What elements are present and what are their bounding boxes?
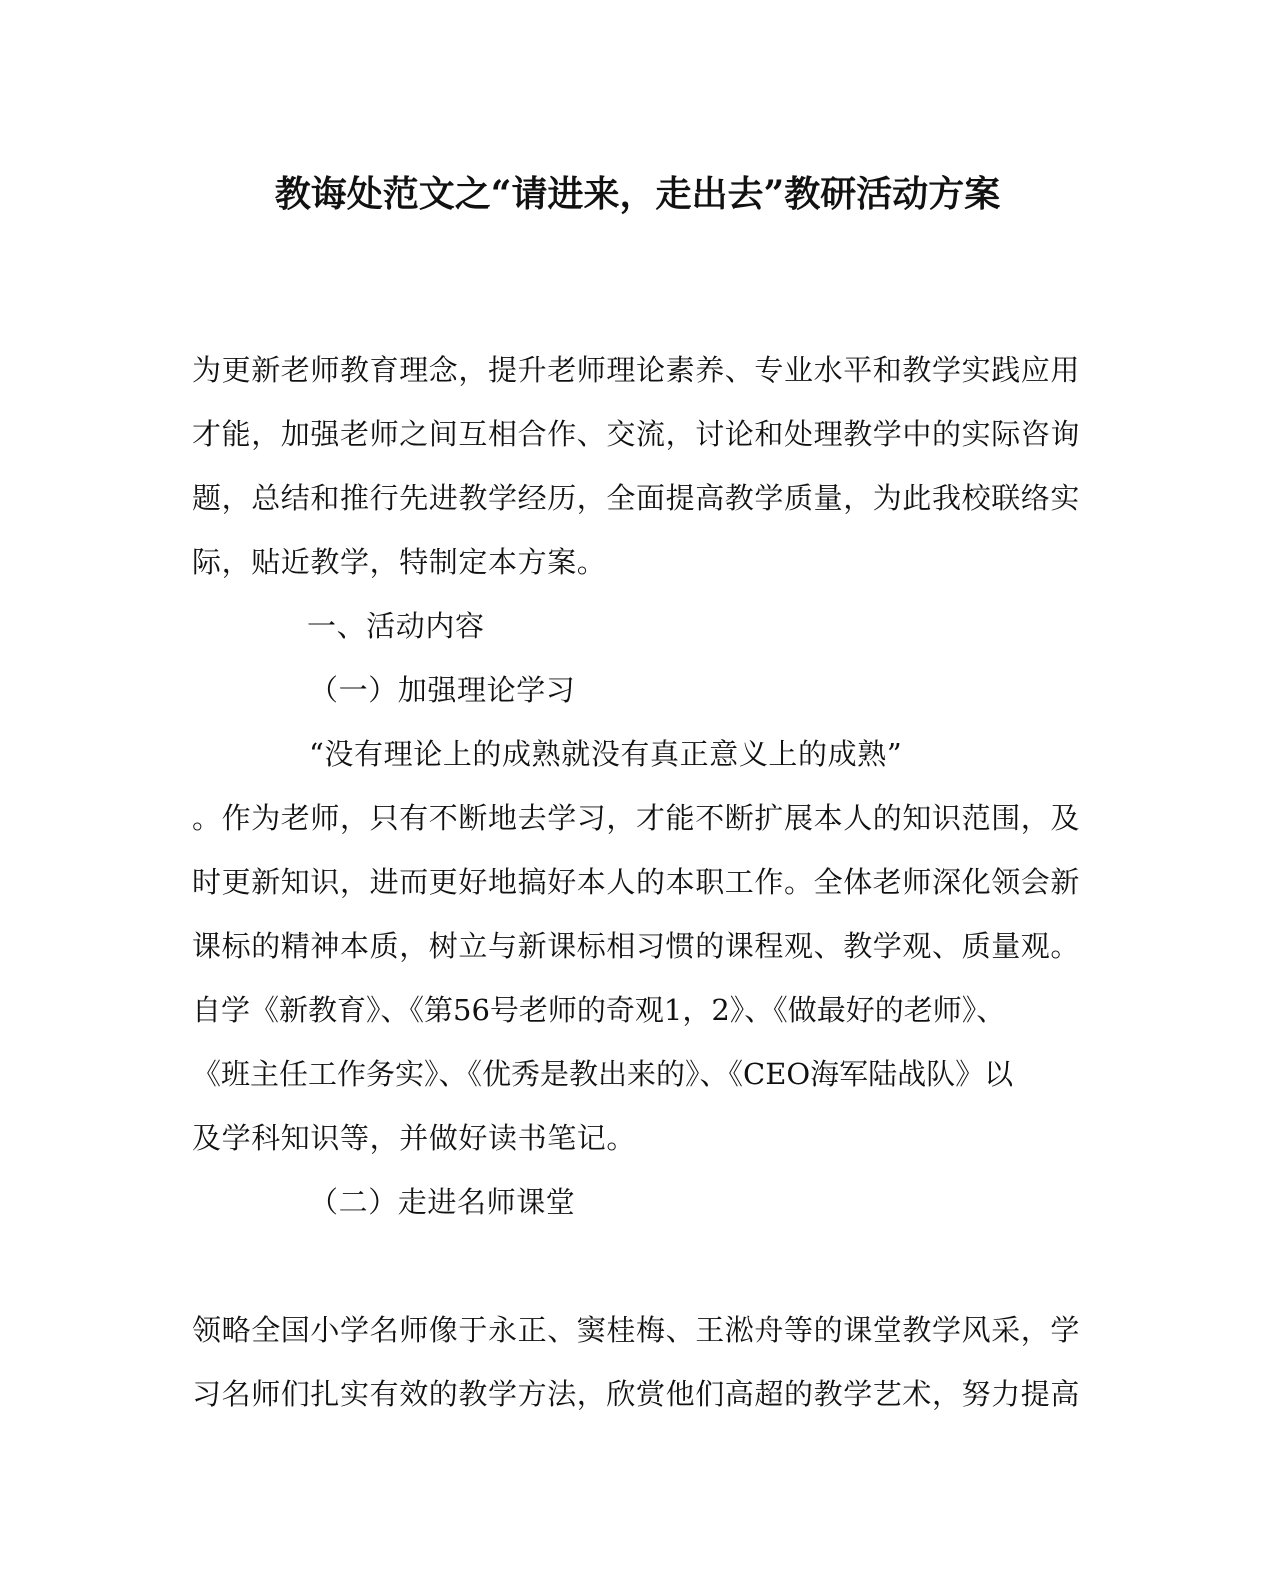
section-heading: 一、活动内容 — [307, 609, 485, 643]
paragraph-line: 习名师们扎实有效的教学方法，欣赏他们高超的教学艺术，努力提高 — [192, 1377, 1081, 1411]
paragraph-line: 才能，加强老师之间互相合作、交流，讨论和处理教学中的实际咨询 — [192, 417, 1081, 451]
paragraph-line: 《班主任工作务实》、《优秀是教出来的》、《CEO海军陆战队》以 — [192, 1057, 1014, 1091]
paragraph-line: 际，贴近教学，特制定本方案。 — [192, 545, 607, 579]
paragraph-line: 及学科知识等，并做好读书笔记。 — [192, 1121, 637, 1155]
paragraph-line: 题，总结和推行先进教学经历，全面提高教学质量，为此我校联络实 — [192, 481, 1081, 515]
paragraph-line: 时更新知识，进而更好地搞好本人的本职工作。全体老师深化领会新 — [192, 865, 1081, 899]
paragraph-line: 课标的精神本质，树立与新课标相习惯的课程观、教学观、质量观。 — [192, 929, 1081, 963]
quote-line: “没有理论上的成熟就没有真正意义上的成熟” — [309, 737, 903, 771]
paragraph-line: 领略全国小学名师像于永正、窦桂梅、王淞舟等的课堂教学风采，学 — [192, 1313, 1081, 1347]
subsection-heading: （一）加强理论学习 — [309, 673, 576, 707]
paragraph-line: 自学《新教育》、《第56号老师的奇观1，2》、《做最好的老师》、 — [192, 993, 1006, 1027]
document-title: 教诲处范文之“请进来，走出去”教研活动方案 — [274, 173, 1001, 215]
subsection-heading: （二）走进名师课堂 — [309, 1185, 576, 1219]
paragraph-line: 为更新老师教育理念，提升老师理论素养、专业水平和教学实践应用 — [192, 353, 1081, 387]
paragraph-line: 。作为老师，只有不断地去学习，才能不断扩展本人的知识范围，及 — [192, 801, 1081, 835]
